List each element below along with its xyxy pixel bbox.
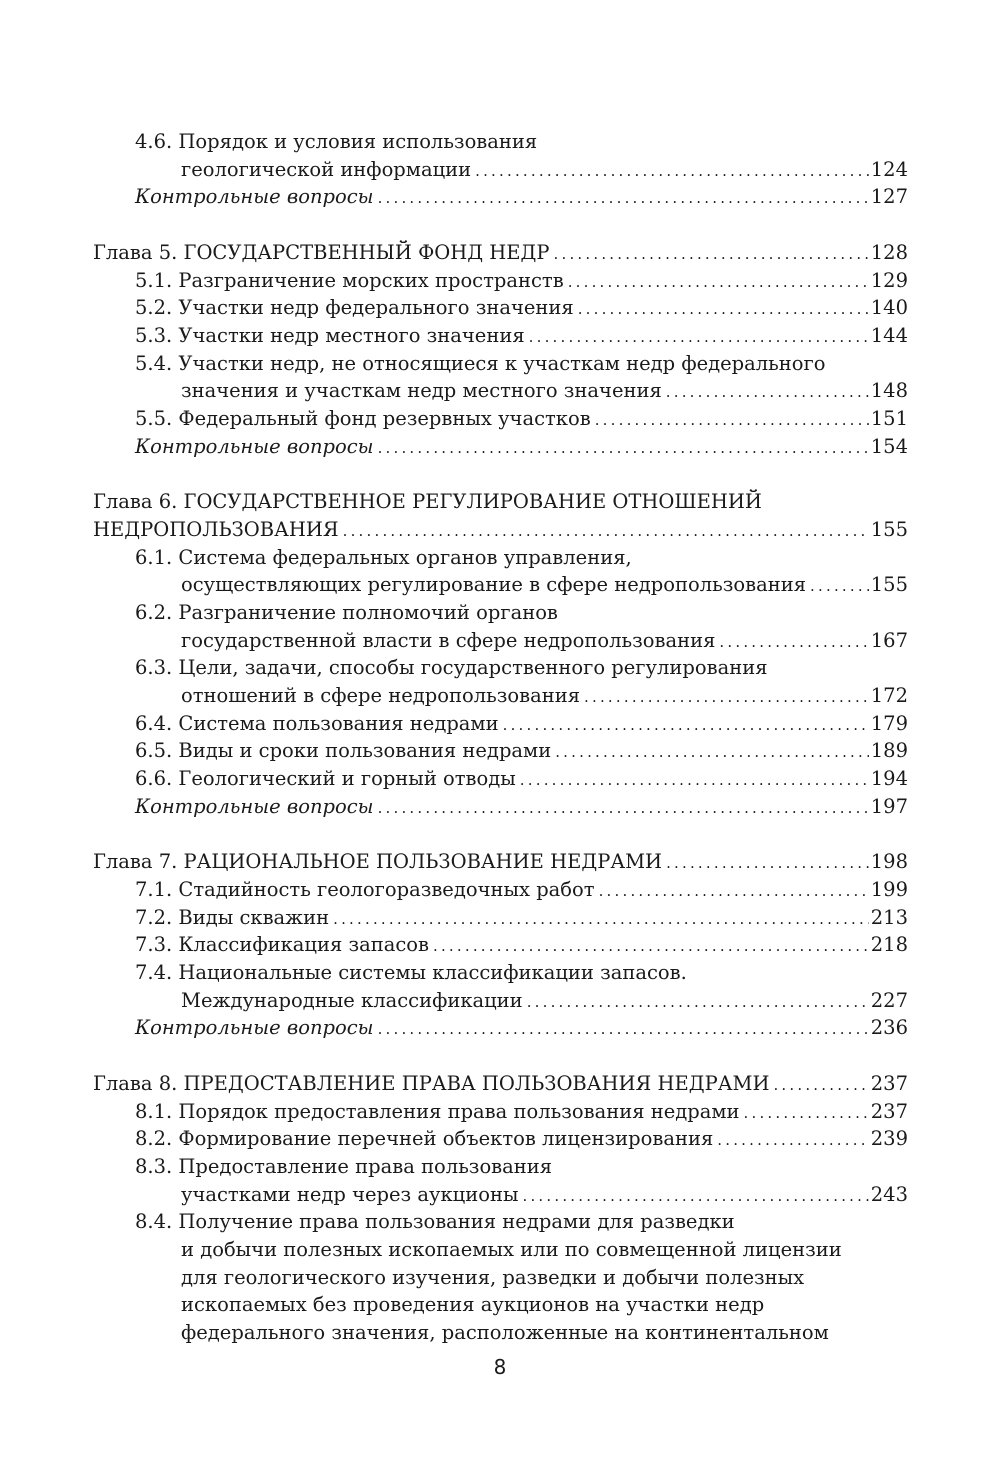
page-number: 194 — [870, 767, 908, 791]
dot-leader — [744, 1100, 869, 1128]
toc-entry-text: 8.2. Формирование перечней объектов лицензирования — [135, 1127, 714, 1151]
toc-entry-text: 7.2. Виды скважин — [135, 905, 330, 929]
toc-chapter-7 — [93, 848, 908, 876]
toc-chapter-8 — [93, 1070, 908, 1098]
page-number: 213 — [870, 905, 908, 929]
toc-entry-text: Порядок и условия использования — [178, 130, 538, 153]
toc-entry-text: участками недр через аукционы — [181, 1182, 519, 1206]
toc-entry-8-3-line1 — [93, 1153, 908, 1181]
dot-leader — [717, 1127, 869, 1155]
dot-leader — [378, 1016, 869, 1044]
dot-leader — [666, 850, 869, 878]
page-number: 227 — [870, 988, 908, 1012]
toc-entry-text: значения и участкам недр местного значения — [181, 379, 662, 403]
toc-entry-text: 6.5. Виды и сроки пользования недрами — [135, 739, 552, 763]
dot-leader — [599, 878, 869, 906]
toc-entry-text: для геологического изучения, разведки и добычи полезных — [181, 1265, 805, 1289]
toc-entry-text: и добычи полезных ископаемых или по совмещенной лицензии — [181, 1237, 842, 1261]
toc-entry-7-1 — [93, 876, 908, 904]
chapter-title: Глава 6. ГОСУДАРСТВЕННОЕ РЕГУЛИРОВАНИЕ ОТНОШЕНИЙ — [93, 490, 762, 514]
dot-leader — [529, 324, 869, 352]
chapter-title: Глава 8. ПРЕДОСТАВЛЕНИЕ ПРАВА ПОЛЬЗОВАНИЯ НЕДРАМИ — [93, 1071, 770, 1095]
page-number: 155 — [870, 517, 908, 541]
toc-entry-text: 5.2. Участки недр федерального значения — [135, 296, 574, 320]
dot-leader — [475, 158, 869, 186]
toc-entry-6-3-line2 — [93, 682, 908, 710]
toc-entry-6-5 — [93, 737, 908, 765]
dot-leader — [378, 795, 869, 823]
table-of-contents — [93, 128, 908, 1347]
dot-leader — [666, 379, 869, 407]
toc-entry-8-4-line2 — [93, 1236, 908, 1264]
dot-leader — [378, 185, 869, 213]
toc-chapter-6-line2 — [93, 516, 908, 544]
dot-leader — [810, 573, 869, 601]
toc-entry-8-4-line3 — [93, 1264, 908, 1292]
toc-entry-6-2-line1 — [93, 599, 908, 627]
toc-entry-text: 5.4. Участки недр, не относящиеся к участкам недр федерального — [135, 351, 826, 375]
page-number: 124 — [870, 157, 908, 181]
toc-entry-5-5 — [93, 405, 908, 433]
toc-entry-5-2 — [93, 294, 908, 322]
toc-entry-text: 6.6. Геологический и горный отводы — [135, 767, 516, 791]
toc-entry-text: 6.2. Разграничение полномочий органов — [135, 600, 558, 624]
dot-leader — [520, 767, 869, 795]
toc-entry-text: 7.4. Национальные системы классификации запасов. — [135, 960, 687, 984]
dot-leader — [555, 739, 869, 767]
toc-entry-6-3-line1 — [93, 654, 908, 682]
toc-entry-5-4-line1 — [93, 350, 908, 378]
chapter-title: Глава 5. ГОСУДАРСТВЕННЫЙ ФОНД НЕДР — [93, 240, 550, 264]
toc-entry-text: геологической информации — [181, 157, 472, 181]
toc-entry-4-6-line1 — [93, 128, 908, 156]
toc-entry-6-1-line2 — [93, 571, 908, 599]
toc-entry-8-1 — [93, 1098, 908, 1126]
page-number: 189 — [870, 739, 908, 763]
toc-entry-text: Контрольные вопросы — [135, 794, 374, 818]
dot-leader — [343, 518, 869, 546]
page-number: 151 — [870, 406, 908, 430]
dot-leader — [503, 712, 869, 740]
toc-entry-control-questions-4 — [93, 183, 908, 211]
toc-entry-text: государственной власти в сфере недропользования — [181, 628, 716, 652]
toc-entry-8-4-line5 — [93, 1319, 908, 1347]
dot-leader — [578, 296, 869, 324]
toc-entry-6-4 — [93, 710, 908, 738]
dot-leader — [527, 989, 869, 1017]
toc-entry-7-4-line1 — [93, 959, 908, 987]
page-number: 199 — [870, 877, 908, 901]
page-number: 128 — [870, 240, 908, 264]
toc-entry-text: 4.6. — [135, 130, 173, 153]
toc-entry-7-2 — [93, 904, 908, 932]
toc-entry-5-3 — [93, 322, 908, 350]
toc-entry-7-3 — [93, 931, 908, 959]
chapter-title: НЕДРОПОЛЬЗОВАНИЯ — [93, 517, 339, 541]
toc-entry-5-1 — [93, 267, 908, 295]
toc-entry-text: 8.4. Получение права пользования недрами для разведки — [135, 1210, 735, 1234]
page-number: 197 — [870, 794, 908, 818]
toc-entry-text: 7.1. Стадийность геологоразведочных работ — [135, 877, 595, 901]
dot-leader — [584, 684, 869, 712]
page-number: 144 — [870, 323, 908, 347]
toc-entry-text: Контрольные вопросы — [135, 1016, 374, 1040]
page-number: 243 — [870, 1182, 908, 1206]
toc-entry-text: ископаемых без проведения аукционов на участки недр — [181, 1293, 765, 1317]
page-number: 148 — [870, 379, 908, 403]
toc-entry-text: 7.3. Классификация запасов — [135, 933, 429, 957]
toc-entry-text: осуществляющих регулирование в сфере недропользования — [181, 573, 807, 597]
page-number: 237 — [870, 1099, 908, 1123]
toc-entry-8-2 — [93, 1125, 908, 1153]
toc-entry-text: Контрольные вопросы — [135, 434, 374, 458]
dot-leader — [554, 241, 869, 269]
toc-entry-6-1-line1 — [93, 544, 908, 572]
toc-entry-7-4-line2 — [93, 987, 908, 1015]
page-number: 172 — [870, 683, 908, 707]
toc-entry-8-3-line2 — [93, 1181, 908, 1209]
page-number: 198 — [870, 850, 908, 874]
page-number: 179 — [870, 711, 908, 735]
dot-leader — [568, 269, 869, 297]
page-number: 237 — [870, 1071, 908, 1095]
dot-leader — [773, 1072, 868, 1100]
dot-leader — [522, 1183, 868, 1211]
dot-leader — [595, 407, 869, 435]
toc-chapter-5 — [93, 239, 908, 267]
toc-entry-text: федерального значения, расположенные на континентальном — [181, 1321, 829, 1344]
page-number: 154 — [870, 434, 908, 458]
toc-entry-text: 6.4. Система пользования недрами — [135, 711, 499, 735]
toc-entry-text: 8.3. Предоставление права пользования — [135, 1154, 553, 1178]
toc-entry-6-2-line2 — [93, 627, 908, 655]
toc-entry-8-4-line4 — [93, 1291, 908, 1319]
toc-entry-8-4-line1 — [93, 1208, 908, 1236]
toc-entry-text: 8.1. Порядок предоставления права пользования недрами — [135, 1099, 740, 1123]
toc-entry-text: Контрольные вопросы — [135, 185, 374, 209]
page-number: 236 — [870, 1016, 908, 1040]
dot-leader — [719, 629, 868, 657]
page-number: 218 — [870, 933, 908, 957]
page-number: 239 — [870, 1127, 908, 1151]
toc-entry-text: 6.3. Цели, задачи, способы государственного регулирования — [135, 656, 768, 680]
toc-entry-text: 5.5. Федеральный фонд резервных участков — [135, 406, 591, 430]
page-number: 167 — [870, 628, 908, 652]
toc-chapter-6-line1 — [93, 488, 908, 516]
page-folio-number: 8 — [493, 1355, 507, 1379]
toc-entry-6-6 — [93, 765, 908, 793]
toc-entry-text: отношений в сфере недропользования — [181, 683, 581, 707]
dot-leader — [433, 933, 869, 961]
toc-entry-control-questions-5 — [93, 433, 908, 461]
toc-entry-text: Международные классификации — [181, 988, 523, 1012]
toc-entry-text: 5.3. Участки недр местного значения — [135, 323, 525, 347]
page-number: 127 — [870, 185, 908, 209]
page-number: 129 — [870, 268, 908, 292]
dot-leader — [378, 435, 869, 463]
dot-leader — [333, 906, 869, 934]
toc-entry-control-questions-7 — [93, 1014, 908, 1042]
toc-entry-text: 6.1. Система федеральных органов управления, — [135, 545, 632, 569]
toc-entry-control-questions-6 — [93, 793, 908, 821]
toc-entry-5-4-line2 — [93, 377, 908, 405]
chapter-title: Глава 7. РАЦИОНАЛЬНОЕ ПОЛЬЗОВАНИЕ НЕДРАМИ — [93, 850, 663, 874]
page-number: 140 — [870, 296, 908, 320]
toc-entry-text: 5.1. Разграничение морских пространств — [135, 268, 564, 292]
toc-entry-4-6-line2 — [93, 156, 908, 184]
page-number: 155 — [870, 573, 908, 597]
